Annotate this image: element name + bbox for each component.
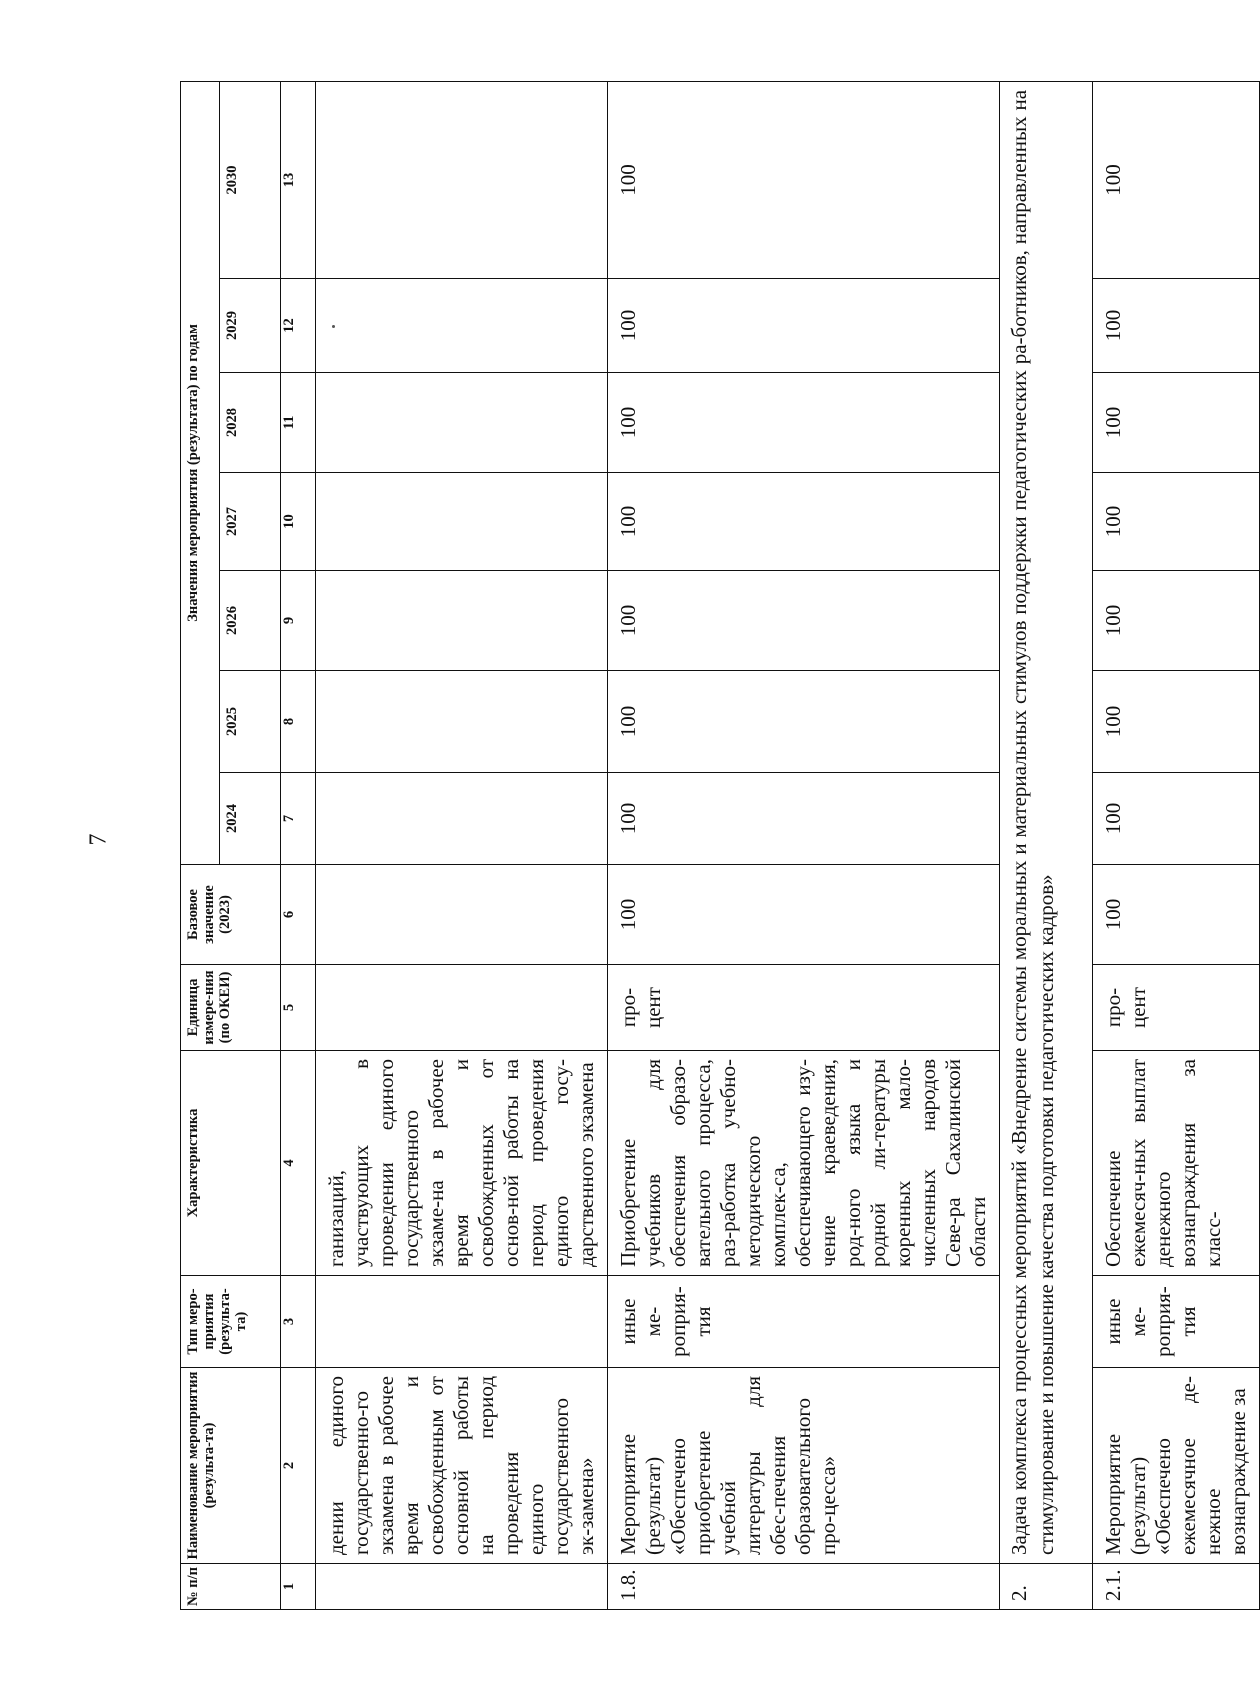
row-unit: про-цент	[1093, 965, 1260, 1051]
row-year-value: 100	[1093, 773, 1260, 865]
row-base-value: 100	[608, 865, 1000, 965]
table-row	[316, 81, 608, 1609]
activities-table	[180, 81, 1260, 1610]
row-name: Мероприятие (результат) «Обеспечено приобретение учебной литературы для обес-печения образовательного про-цесса»	[608, 1368, 1000, 1564]
row-year-value	[316, 279, 608, 373]
header-num: № п/п	[181, 1564, 281, 1610]
row-year-value: 100	[608, 773, 1000, 865]
header-year: 2029	[220, 279, 281, 373]
table-row	[608, 81, 1000, 1609]
header-unit: Единица измере-ния (по ОКЕИ)	[181, 965, 281, 1051]
column-number: 9	[281, 571, 316, 671]
row-year-value: 100	[1093, 571, 1260, 671]
row-year-value	[316, 373, 608, 473]
row-year-value	[316, 81, 608, 278]
row-characteristic: Приобретение учебников для обеспечения образо-вательного процесса, раз-работка учебно-методического комплек-са, обеспечивающего изу-чение краеведения, род-ного языка и родной ли-тературы коренных мало-численных народов Севе-ра Сахалинской области	[608, 1051, 1000, 1276]
header-year: 2025	[220, 671, 281, 773]
column-number: 7	[281, 773, 316, 865]
row-type	[316, 1276, 608, 1368]
column-number: 3	[281, 1276, 316, 1368]
header-values-by-year: Значения мероприятия (результата) по годам	[181, 81, 220, 864]
row-year-value: 100	[608, 571, 1000, 671]
row-year-value: 100	[1093, 373, 1260, 473]
header-year: 2030	[220, 81, 281, 278]
row-year-value: 100	[608, 671, 1000, 773]
header-year: 2026	[220, 571, 281, 671]
task-description: Задача комплекса процессных мероприятий «Внедрение системы моральных и материальных стимулов поддержки педагогических ра-ботников, направленных на стимулирование и повышение качества подготовки педагогических кадров»	[1000, 81, 1093, 1563]
row-year-value: 100	[608, 373, 1000, 473]
row-name: дении единого государственно-го экзамена в рабочее время и освобожденным от основной работы на период проведения единого государственного эк-замена»	[316, 1368, 608, 1564]
row-year-value	[316, 671, 608, 773]
header-row-top	[181, 81, 220, 1609]
row-name: Мероприятие (результат) «Обеспечено ежемесячное де-нежное вознаграждение за	[1093, 1368, 1260, 1564]
row-year-value: 100	[608, 473, 1000, 571]
row-year-value: 100	[608, 81, 1000, 278]
column-number-row	[281, 81, 316, 1609]
header-name: Наименование мероприятия (результа-та)	[181, 1368, 281, 1564]
row-type: иные ме-роприя-тия	[1093, 1276, 1260, 1368]
row-year-value	[316, 473, 608, 571]
column-number: 11	[281, 373, 316, 473]
row-base-value	[316, 865, 608, 965]
row-base-value: 100	[1093, 865, 1260, 965]
row-num: 2.1.	[1093, 1564, 1260, 1610]
column-number: 10	[281, 473, 316, 571]
row-num: 1.8.	[608, 1564, 1000, 1610]
rotated-table-wrapper	[180, 82, 1250, 1610]
row-characteristic: Обеспечение ежемесяч-ных выплат денежного вознаграждения за класс-	[1093, 1051, 1260, 1276]
column-number: 8	[281, 671, 316, 773]
header-year: 2024	[220, 773, 281, 865]
column-number: 13	[281, 81, 316, 278]
table-row-task	[1000, 81, 1093, 1609]
header-year: 2028	[220, 373, 281, 473]
column-number: 2	[281, 1368, 316, 1564]
column-number: 4	[281, 1051, 316, 1276]
row-type: иные ме-роприя-тия	[608, 1276, 1000, 1368]
row-year-value: 100	[1093, 473, 1260, 571]
header-type: Тип меро-приятия (результа-та)	[181, 1276, 281, 1368]
column-number: 6	[281, 865, 316, 965]
row-year-value: 100	[1093, 81, 1260, 278]
header-characteristic: Характеристика	[181, 1051, 281, 1276]
table-row	[1093, 81, 1260, 1609]
row-unit	[316, 965, 608, 1051]
row-num: 2.	[1000, 1564, 1093, 1610]
header-base-value: Базовое значение (2023)	[181, 865, 281, 965]
row-year-value: 100	[1093, 671, 1260, 773]
row-year-value	[316, 773, 608, 865]
row-unit: про-цент	[608, 965, 1000, 1051]
row-year-value: 100	[608, 279, 1000, 373]
column-number: 12	[281, 279, 316, 373]
column-number: 1	[281, 1564, 316, 1610]
row-characteristic: ганизаций, участвующих в проведении единого государственного экзаме-на в рабочее время и освобожденных от основ-ной работы на период проведения единого госу-дарственного экзамена	[316, 1051, 608, 1276]
column-number: 5	[281, 965, 316, 1051]
header-year: 2027	[220, 473, 281, 571]
row-year-value: 100	[1093, 279, 1260, 373]
page-number: 7	[85, 833, 112, 846]
row-year-value	[316, 571, 608, 671]
row-num	[316, 1564, 608, 1610]
